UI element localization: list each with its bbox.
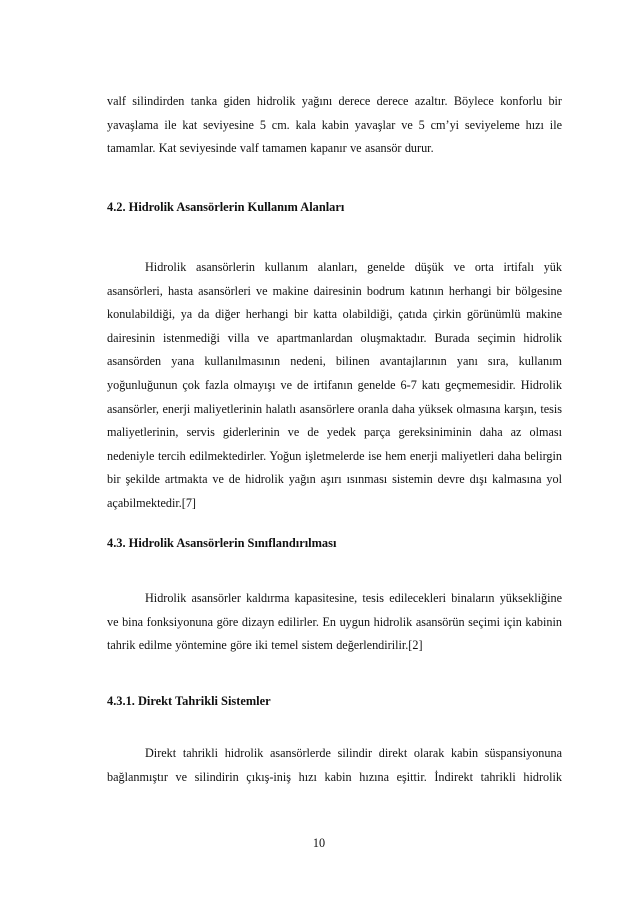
intro-paragraph: valf silindirden tanka giden hidrolik yağını derece derece azaltır. Böylece konforlu bir yavaşlama ile kat seviyesine 5 cm. kala kabin yavaşlar ve 5 cm’yi seviyeleme hızı ile tamamlar. Kat seviyesinde valf tamamen kapanır ve asansör durur.	[107, 94, 562, 156]
section-4-3-heading-block	[107, 535, 562, 551]
section-4-2-body	[107, 256, 562, 516]
section-4-3-paragraph: Hidrolik asansörler kaldırma kapasitesine, tesis edilecekleri binaların yüksekliğine ve bina fonksiyonuna göre dizayn edilirler. En uygun hidrolik asansörün seçimi için kabinin tahrik edilme yöntemine göre iki temel sistem değerlendirilir.[2]	[107, 591, 562, 653]
section-4-3-body	[107, 587, 562, 658]
section-4-2-heading: 4.2. Hidrolik Asansörlerin Kullanım Alanları	[107, 200, 345, 214]
section-4-3-1-heading-block	[107, 693, 562, 709]
section-4-3-1-paragraph: Direkt tahrikli hidrolik asansörlerde silindir direkt olarak kabin süspansiyonuna bağlanmıştır ve silindirin çıkış-iniş hızı kabin hızına eşittir. İndirekt tahrikli hidrolik	[107, 746, 562, 784]
page-number: 10	[312, 836, 326, 850]
section-4-3-1-heading: 4.3.1. Direkt Tahrikli Sistemler	[107, 694, 271, 708]
intro-block	[107, 90, 562, 161]
section-4-3-heading: 4.3. Hidrolik Asansörlerin Sınıflandırılması	[107, 536, 337, 550]
section-4-3-1-body	[107, 742, 562, 789]
section-4-2-paragraph: Hidrolik asansörlerin kullanım alanları, genelde düşük ve orta irtifalı yük asansörleri, hasta asansörleri ve makine dairesinin bodrum katının herhangi bir bölgesine konulabildiği, ya da diğer herhangi bir katta olabildiği, çatıda çirkin görünümlü makine dairesinin istenmediği villa ve apartmanlardan oluşmaktadır. Burada seçimin hidrolik asansörden yana kullanılmasının nedeni, bilinen avantajlarının yanı sıra, kullanım yoğunluğunun çok fazla olmayışı ve de irtifanın genelde 6-7 katı geçmemesidir. Hidrolik asansörler, enerji maliyetlerinin halatlı asansörlere oranla daha yüksek olmasına karşın, tesis maliyetlerinin, servis giderlerinin ve de yedek parça gereksiniminin daha az olması nedeniyle tercih edilmektedirler. Yoğun işletmelerde ise hem enerji maliyetleri daha belirgin bir şekilde artmakta ve de hidrolik yağın aşırı ısınması sistemin devre dışı kalmasına yol açabilmektedir.[7]	[107, 260, 562, 510]
section-4-2-heading-block	[107, 199, 562, 215]
